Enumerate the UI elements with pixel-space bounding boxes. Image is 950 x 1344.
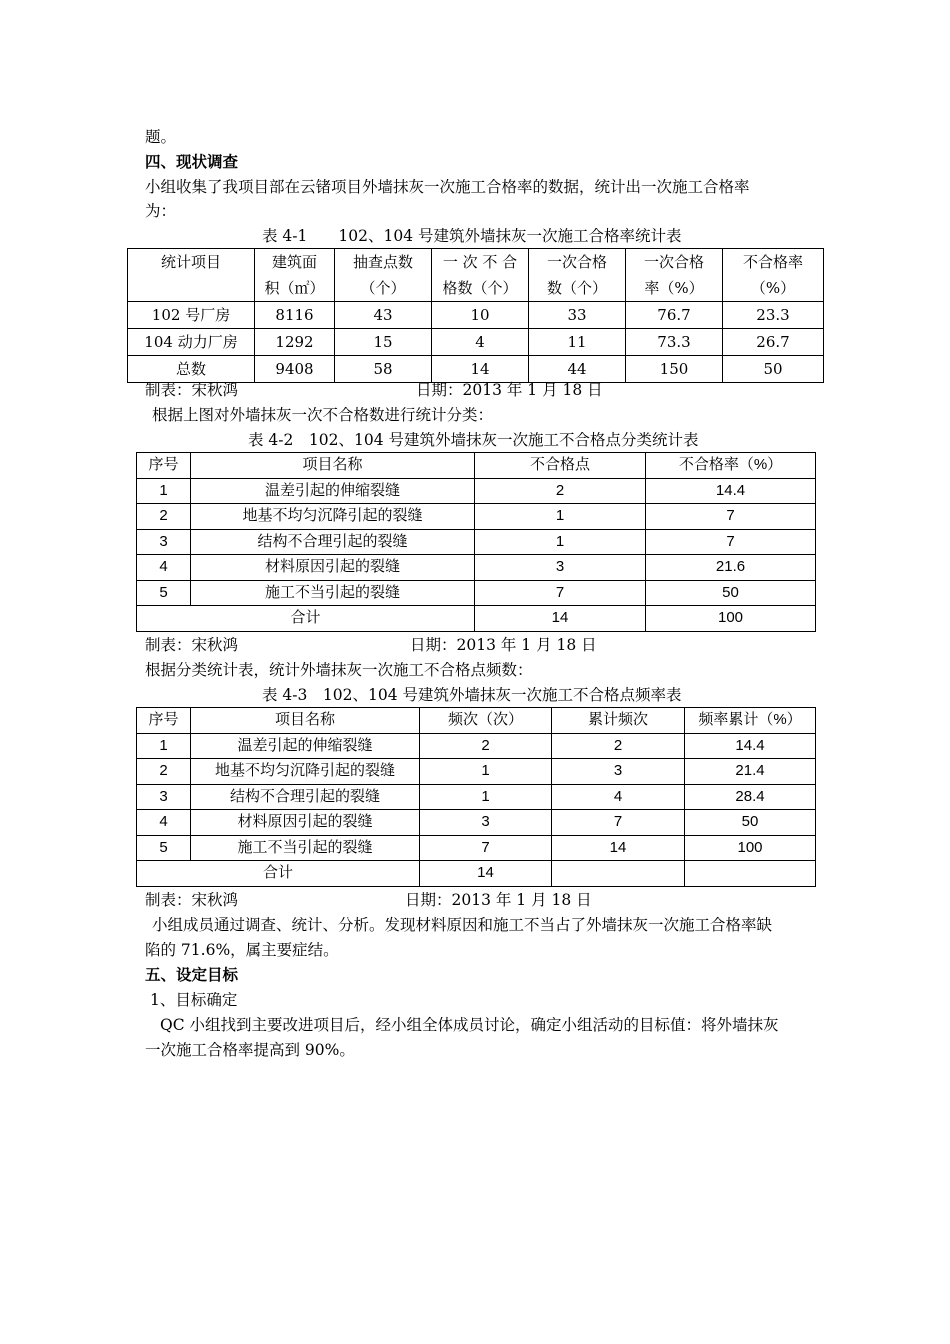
table-cell: 21.6 [646,555,816,581]
table2-defect-classification [136,452,816,632]
table-cell: 3 [420,810,552,836]
table-cell: 2 [475,478,646,504]
table2-header-cell: 不合格率（%） [646,453,816,479]
table-cell: 43 [335,302,432,329]
table-cell: 7 [475,580,646,606]
table-row [137,733,816,759]
table-cell: 7 [646,529,816,555]
table-row [137,835,816,861]
goal-line1: QC 小组找到主要改进项目后，经小组全体成员讨论，确定小组活动的目标值：将外墙抹灰 [160,1016,779,1034]
table1-header-cell: 抽查点数 （个） [335,249,432,302]
table-cell: 14.4 [685,733,816,759]
table-cell: 14 [552,835,685,861]
table-total-row [137,861,816,887]
table-cell: 总数 [128,356,255,383]
table3-date: 日期：2013 年 1 月 18 日 [405,891,592,909]
table-row [137,784,816,810]
table3-header-cell: 频次（次） [420,708,552,734]
table2-header-cell: 序号 [137,453,191,479]
table-cell: 50 [685,810,816,836]
table1-caption: 表 4-1 102、104 号建筑外墙抹灰一次施工合格率统计表 [262,227,682,245]
table-row [137,759,816,785]
table-cell: 1 [475,504,646,530]
table3-defect-frequency [136,707,816,887]
table-cell: 21.4 [685,759,816,785]
table2-maker: 制表：宋秋鸿 [145,636,239,654]
table-cell: 地基不均匀沉降引起的裂缝 [191,759,420,785]
table-cell: 11 [529,329,626,356]
table3-caption: 表 4-3 102、104 号建筑外墙抹灰一次施工不合格点频率表 [262,686,682,704]
table-cell: 3 [137,784,191,810]
table3-header-cell: 项目名称 [191,708,420,734]
analysis-line1: 小组成员通过调查、统计、分析。发现材料原因和施工不当占了外墙抹灰一次施工合格率缺 [152,916,773,934]
table-cell: 50 [723,356,824,383]
table-cell: 7 [552,810,685,836]
table-cell: 合计 [137,606,475,632]
table-cell: 4 [137,555,191,581]
table-row [128,356,824,383]
table-cell: 102 号厂房 [128,302,255,329]
table-cell: 2 [420,733,552,759]
table-cell: 44 [529,356,626,383]
para-after-table1: 根据上图对外墙抹灰一次不合格数进行统计分类： [152,406,494,424]
table3-header-cell: 序号 [137,708,191,734]
table1-maker: 制表：宋秋鸿 [145,381,239,399]
table-cell: 合计 [137,861,420,887]
table1-header-row [128,249,824,302]
sub1-heading: 1、目标确定 [150,991,238,1009]
table-cell: 50 [646,580,816,606]
table-cell: 150 [626,356,723,383]
table-cell: 100 [646,606,816,632]
table-cell: 材料原因引起的裂缝 [191,810,420,836]
table-cell: 8116 [255,302,335,329]
analysis-line2: 陷的 71.6%，属主要症结。 [145,941,339,959]
section4-paragraph-line1: 小组收集了我项目部在云锗项目外墙抹灰一次施工合格率的数据，统计出一次施工合格率 [145,178,750,196]
table1-header-cell: 一次合格 率（%） [626,249,723,302]
table-cell: 15 [335,329,432,356]
table-cell: 2 [137,759,191,785]
table2-caption: 表 4-2 102、104 号建筑外墙抹灰一次施工不合格点分类统计表 [248,431,699,449]
table-cell: 1 [475,529,646,555]
table-cell: 1 [420,784,552,810]
table-cell: 施工不当引起的裂缝 [191,835,420,861]
section4-paragraph-line2: 为： [145,202,177,220]
table-cell: 14 [432,356,529,383]
table-cell: 温差引起的伸缩裂缝 [191,733,420,759]
table-total-row [137,606,816,632]
table1-header-cell: 不合格率 （%） [723,249,824,302]
table-cell: 100 [685,835,816,861]
table-row [137,504,816,530]
table1-header-cell: 一次合格 数（个） [529,249,626,302]
table-row [128,302,824,329]
table-cell: 58 [335,356,432,383]
table-cell: 施工不当引起的裂缝 [191,580,475,606]
table-cell: 结构不合理引起的裂缝 [191,784,420,810]
table3-maker: 制表：宋秋鸿 [145,891,239,909]
goal-line2: 一次施工合格率提高到 90%。 [145,1041,355,1059]
table-cell: 4 [137,810,191,836]
table-cell [685,861,816,887]
table-cell: 9408 [255,356,335,383]
table2-header-cell: 不合格点 [475,453,646,479]
table-cell: 结构不合理引起的裂缝 [191,529,475,555]
table-row [137,478,816,504]
table-cell: 7 [420,835,552,861]
table1-header-cell: 建筑面 积（㎡） [255,249,335,302]
section4-heading: 四、现状调查 [145,152,239,171]
table-cell: 1 [137,478,191,504]
table-cell: 10 [432,302,529,329]
table-cell: 4 [432,329,529,356]
table-cell: 1 [137,733,191,759]
table-cell: 3 [137,529,191,555]
table-cell: 温差引起的伸缩裂缝 [191,478,475,504]
intro-tail-text: 题。 [145,128,177,146]
table-cell: 76.7 [626,302,723,329]
table3-header-cell: 累计频次 [552,708,685,734]
table2-header-cell: 项目名称 [191,453,475,479]
table1-header-cell: 统计项目 [128,249,255,302]
table-row [137,810,816,836]
table-cell: 2 [552,733,685,759]
table-cell: 14 [475,606,646,632]
table2-header-row [137,453,816,479]
table-cell: 地基不均匀沉降引起的裂缝 [191,504,475,530]
table-cell: 5 [137,580,191,606]
table-cell: 73.3 [626,329,723,356]
table-cell: 2 [137,504,191,530]
table1-pass-rate [127,248,824,383]
table1-date: 日期：2013 年 1 月 18 日 [416,381,603,399]
table-cell: 5 [137,835,191,861]
table-row [128,329,824,356]
table1-header-cell: 一 次 不 合 格数（个） [432,249,529,302]
table-cell: 1 [420,759,552,785]
table-cell: 1292 [255,329,335,356]
table-cell: 26.7 [723,329,824,356]
table3-header-cell: 频率累计（%） [685,708,816,734]
table-cell: 4 [552,784,685,810]
table-cell: 3 [552,759,685,785]
table-cell: 28.4 [685,784,816,810]
para-after-table2: 根据分类统计表，统计外墙抹灰一次施工不合格点频数： [145,661,533,679]
table-cell: 材料原因引起的裂缝 [191,555,475,581]
table2-date: 日期：2013 年 1 月 18 日 [410,636,597,654]
table-cell [552,861,685,887]
table-cell: 33 [529,302,626,329]
table-cell: 23.3 [723,302,824,329]
table-cell: 3 [475,555,646,581]
table-row [137,580,816,606]
section5-heading: 五、设定目标 [145,965,239,984]
table-row [137,555,816,581]
table-row [137,529,816,555]
table-cell: 14 [420,861,552,887]
table-cell: 14.4 [646,478,816,504]
table3-header-row [137,708,816,734]
table-cell: 7 [646,504,816,530]
table-cell: 104 动力厂房 [128,329,255,356]
